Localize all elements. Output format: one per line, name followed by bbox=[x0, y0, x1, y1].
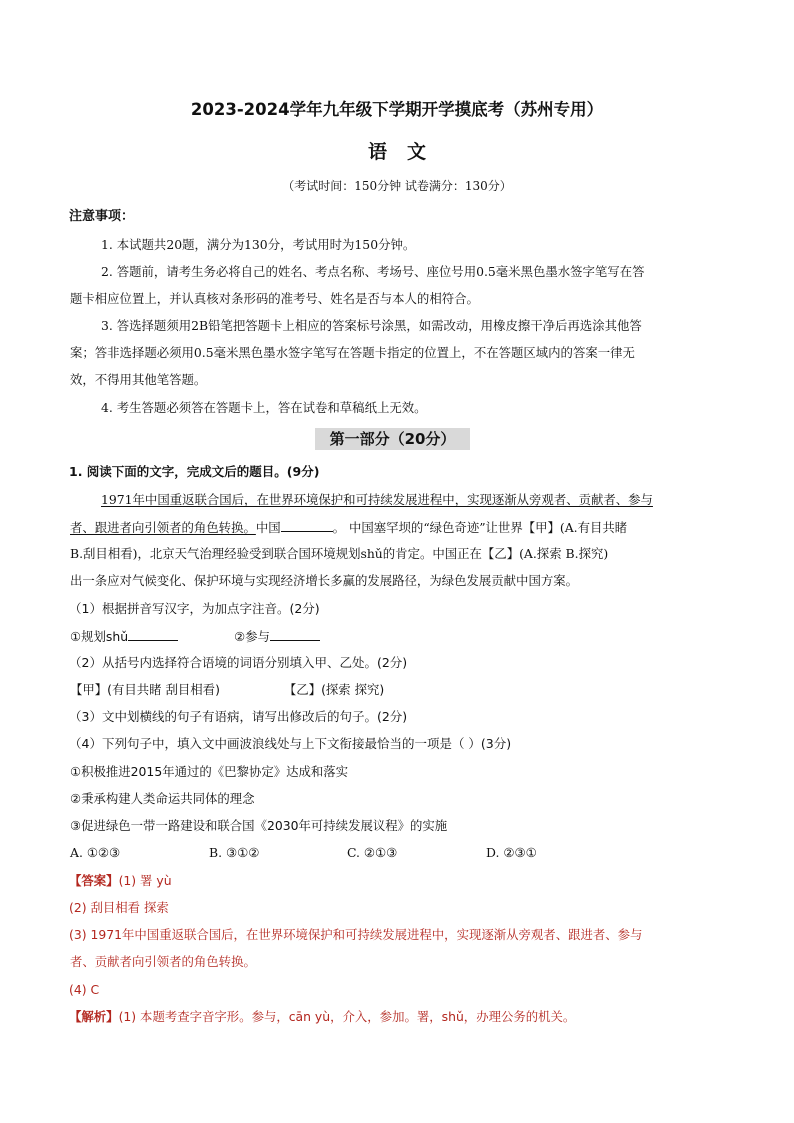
analysis-line bbox=[69, 1009, 575, 1025]
answer-3-line-2: 者、贡献者向引领者的角色转换。 bbox=[70, 954, 256, 969]
passage-line-1: 1971年中国重返联合国后，在世界环境保护和可持续发展进程中，实现逐渐从旁观者、贡献者、参与 bbox=[101, 492, 653, 507]
sub-question-1: （1）根据拼音写汉字，为加点字注音。(2分) bbox=[69, 601, 320, 616]
item-guihua: ①规划shǔ bbox=[70, 629, 129, 644]
subject-char-1: 语 bbox=[367, 141, 387, 163]
answer-mark: 【答案】 bbox=[69, 873, 119, 888]
note-3-line-1: 3. 答选择题须用2B铅笔把答题卡上相应的答案标号涂黑，如需改动，用橡皮擦干净后再选涂其他答 bbox=[101, 318, 642, 333]
subject-char-2: 文 bbox=[407, 141, 427, 163]
sub-question-2: （2）从括号内选择符合语境的词语分别填入甲、乙处。(2分) bbox=[69, 655, 408, 670]
question-1-stem: 1. 阅读下面的文字，完成文后的题目。(9分) bbox=[69, 464, 320, 479]
answer-blank-1[interactable] bbox=[128, 628, 178, 641]
sub-question-1-items bbox=[70, 628, 320, 645]
answer-3-line-1: (3) 1971年中国重返联合国后，在世界环境保护和可持续发展进程中，实现逐渐从旁观者、跟进者、参与 bbox=[69, 927, 643, 942]
sentence-option-1: ①积极推进2015年通过的《巴黎协定》达成和落实 bbox=[70, 764, 349, 779]
note-4: 4. 考生答题必须答在答题卡上，答在试卷和草稿纸上无效。 bbox=[101, 400, 427, 415]
note-2-line-1: 2. 答题前，请考生务必将自己的姓名、考点名称、考场号、座位号用0.5毫米黑色墨水签字笔写在答 bbox=[101, 264, 645, 279]
choice-b: B. ③①② bbox=[209, 845, 260, 860]
analysis-mark: 【解析】 bbox=[69, 1009, 119, 1024]
passage-line-3: B.刮目相看)，北京天气治理经验受到联合国环境规划shǔ的肯定。中国正在【乙】(A.探索 B.探究) bbox=[70, 546, 609, 561]
note-3-line-3: 效，不得用其他笔答题。 bbox=[70, 372, 207, 387]
exam-title: 2023-2024学年九年级下学期开学摸底考（苏州专用） bbox=[190, 100, 604, 119]
subject-title bbox=[0, 140, 794, 164]
choice-a: A. ①②③ bbox=[70, 845, 121, 860]
notes-heading: 注意事项： bbox=[69, 209, 135, 224]
underlined-sentence-end: 者、跟进者向引领者的角色转换。 bbox=[70, 520, 256, 535]
analysis-text: (1) 本题考查字音字形。参与，cān yù，介入，参加。署，shǔ，办理公务的机关。 bbox=[118, 1009, 576, 1024]
answer-line-1 bbox=[69, 873, 172, 889]
section-header: 第一部分（20分） bbox=[315, 428, 470, 450]
passage-line-2-text: 中国 bbox=[255, 520, 281, 535]
choice-d: D. ②③① bbox=[486, 845, 537, 860]
passage-line-4: 出一条应对气候变化、保护环境与实现经济增长多赢的发展路径，为绿色发展贡献中国方案。 bbox=[70, 573, 579, 588]
sentence-option-3: ③促进绿色一带一路建设和联合国《2030年可持续发展议程》的实施 bbox=[70, 818, 448, 833]
answer-4: (4) C bbox=[69, 982, 100, 997]
sub-question-3: （3）文中划横线的句子有语病，请写出修改后的句子。(2分) bbox=[69, 709, 408, 724]
option-jia: 【甲】(有目共睹 刮目相看) bbox=[70, 682, 220, 697]
sub-question-4: （4）下列句子中，填入文中画波浪线处与上下文衔接最恰当的一项是（ ）(3分) bbox=[69, 736, 512, 751]
passage-line-2 bbox=[70, 519, 627, 536]
item-canyu: ②参与 bbox=[234, 629, 270, 644]
option-yi: 【乙】(探索 探究) bbox=[283, 682, 385, 697]
passage-line-2-rest: 。 中国塞罕坝的“绿色奇迹”让世界【甲】(A.有目共睹 bbox=[332, 520, 628, 535]
note-1: 1. 本试题共20题，满分为130分，考试用时为150分钟。 bbox=[101, 237, 416, 252]
answer-2: (2) 刮目相看 探索 bbox=[69, 900, 169, 915]
choice-c: C. ②①③ bbox=[347, 845, 398, 860]
exam-info: （考试时间：150分钟 试卷满分：130分） bbox=[282, 179, 512, 193]
answer-blank-2[interactable] bbox=[270, 628, 320, 641]
sentence-option-2: ②秉承构建人类命运共同体的理念 bbox=[70, 791, 255, 806]
wavy-line-blank[interactable] bbox=[281, 519, 333, 532]
note-2-line-2: 题卡相应位置上，并认真核对条形码的准考号、姓名是否与本人的相符合。 bbox=[70, 291, 479, 306]
sub-question-2-options bbox=[70, 682, 384, 698]
answer-1: (1) 署 yù bbox=[118, 873, 172, 888]
note-3-line-2: 案；答非选择题必须用0.5毫米黑色墨水签字笔写在答题卡指定的位置上，不在答题区域内的答案一律无 bbox=[70, 345, 635, 360]
